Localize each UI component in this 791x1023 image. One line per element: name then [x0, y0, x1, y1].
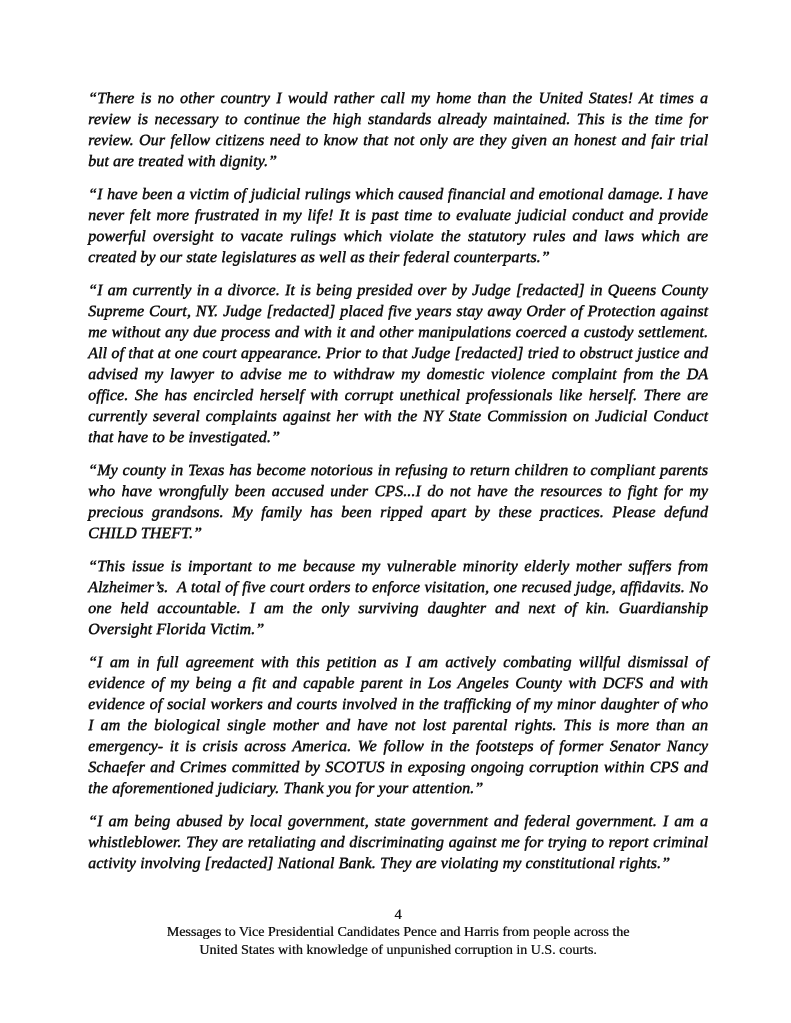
quote-paragraph: “There is no other country I would rather call my home than the United States! At times a review is necessary to continue the high standards already maintained. This is the time for review. Our fellow citizens need to know that not only are they given an honest and fair trial but are treated with dignity.” — [88, 90, 708, 170]
quote-paragraph: “I am being abused by local government, state government and federal government. I am a whistleblower. They are retaliating and discriminating against me for trying to report criminal activity involving [redacted] National Bank. They are violating my constitutional rights.” — [88, 813, 708, 872]
quote-paragraph: “My county in Texas has become notorious in refusing to return children to compliant parents who have wrongfully been accused under CPS...I do not have the resources to fight for my precious grandsons. My family has been ripped apart by these practices. Please defund CHILD THEFT.” — [88, 462, 708, 542]
quote-paragraph: “I am in full agreement with this petition as I am actively combating willful dismissal of evidence of my being a fit and capable parent in Los Angeles County with DCFS and with evidence of social workers and courts involved in the trafficking of my minor daughter of who I am the biological single mother and have not lost parental rights. This is more than an emergency- it is crisis across America. We follow in the footsteps of former Senator Nancy Schaefer and Crimes committed by SCOTUS in exposing ongoing corruption within CPS and the aforementioned judiciary. Thank you for your attention.” — [88, 654, 708, 797]
quote-paragraph: “This issue is important to me because my vulnerable minority elderly mother suffers from Alzheimer’s. A total of five court orders to enforce visitation, one recused judge, affidavits. No one held accountable. I am the only surviving daughter and next of kin. Guardianship Oversight Florida Victim.” — [88, 558, 708, 638]
quotes-section — [88, 88, 708, 886]
page-footer — [88, 906, 708, 959]
page-number: 4 — [394, 907, 402, 923]
quote-paragraph: “I have been a victim of judicial rulings which caused financial and emotional damage. I have never felt more frustrated in my life! It is past time to evaluate judicial conduct and provide powerful oversight to vacate rulings which violate the statutory rules and laws which are created by our state legislatures as well as their federal counterparts.” — [88, 186, 708, 266]
quote-paragraph: “I am currently in a divorce. It is being presided over by Judge [redacted] in Queens County Supreme Court, NY. Judge [redacted] placed five years stay away Order of Protection against me without any due process and with it and other manipulations coerced a custody settlement. All of that at one court appearance. Prior to that Judge [redacted] tried to obstruct justice and advised my lawyer to advise me to withdraw my domestic violence complaint from the DA office. She has encircled herself with corrupt unethical professionals like herself. There are currently several complaints against her with the NY State Commission on Judicial Conduct that have to be investigated.” — [88, 282, 708, 446]
footer-caption-line-1: Messages to Vice Presidential Candidates Pence and Harris from people across the — [166, 925, 630, 940]
footer-caption-line-2: United States with knowledge of unpunished corruption in U.S. courts. — [199, 942, 597, 958]
